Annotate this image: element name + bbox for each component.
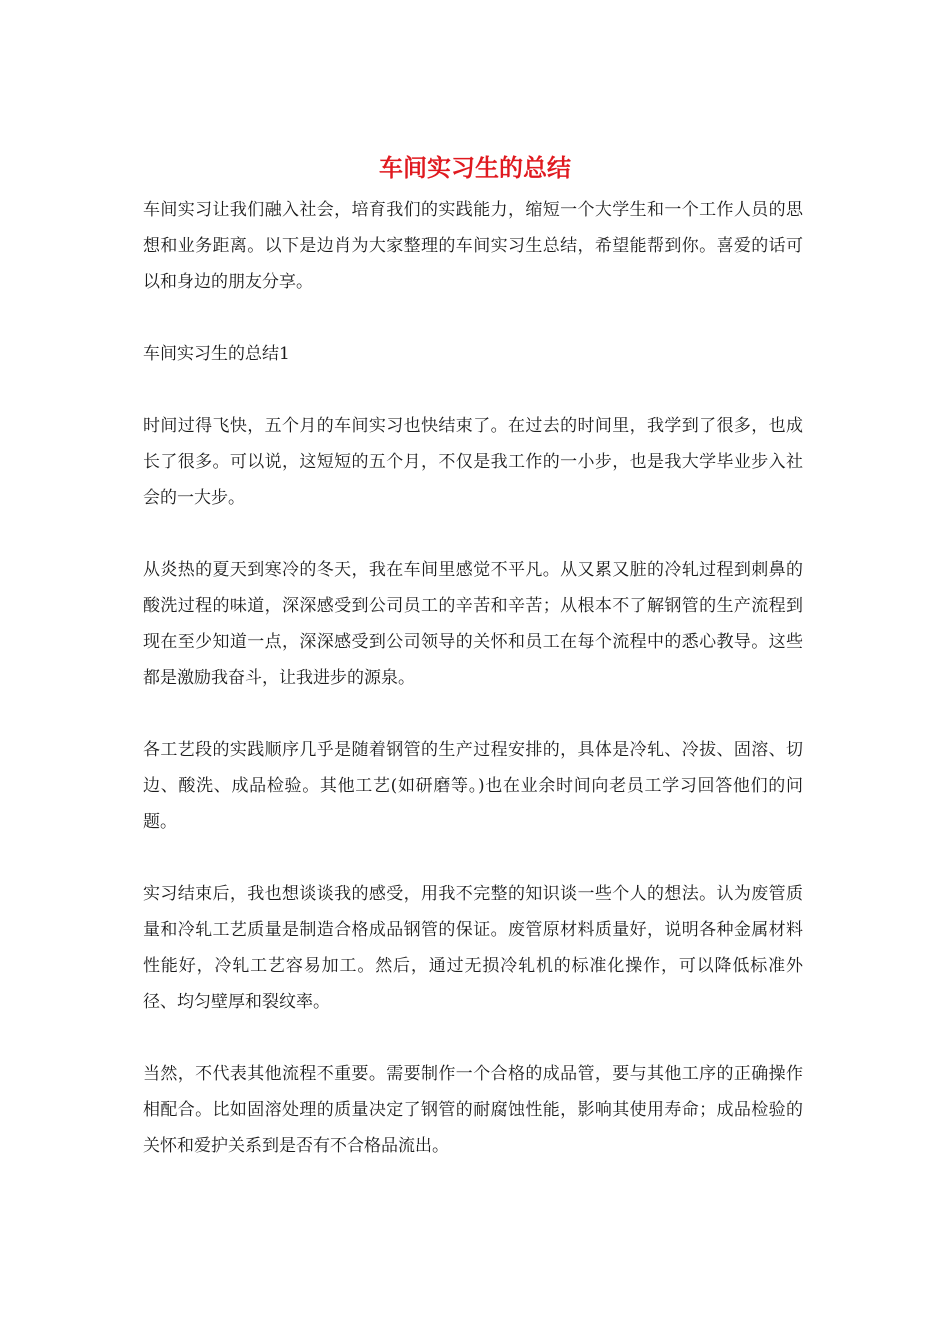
paragraph-3: 各工艺段的实践顺序几乎是随着钢管的生产过程安排的，具体是冷轧、冷拔、固溶、切边、酸洗、成品检验。其他工艺(如研磨等。)也在业余时间向老员工学习回答他们的问题。 (143, 740, 803, 832)
section-heading: 车间实习生的总结1 (143, 344, 290, 364)
document-title: 车间实习生的总结 (379, 153, 571, 182)
paragraph-2: 从炎热的夏天到寒冷的冬天，我在车间里感觉不平凡。从又累又脏的冷轧过程到刺鼻的酸洗过程的味道，深深感受到公司员工的辛苦和辛苦；从根本不了解钢管的生产流程到现在至少知道一点，深深感受到公司领导的关怀和员工在每个流程中的悉心教导。这些都是激励我奋斗，让我进步的源泉。 (143, 560, 803, 688)
intro-paragraph: 车间实习让我们融入社会，培育我们的实践能力，缩短一个大学生和一个工作人员的思想和业务距离。以下是边肖为大家整理的车间实习生总结，希望能帮到你。喜爱的话可以和身边的朋友分享。 (143, 200, 803, 292)
paragraph-1: 时间过得飞快，五个月的车间实习也快结束了。在过去的时间里，我学到了很多，也成长了很多。可以说，这短短的五个月，不仅是我工作的一小步，也是我大学毕业步入社会的一大步。 (143, 416, 803, 508)
document-body (143, 192, 803, 1164)
paragraph-4: 实习结束后，我也想谈谈我的感受，用我不完整的知识谈一些个人的想法。认为废管质量和冷轧工艺质量是制造合格成品钢管的保证。废管原材料质量好，说明各种金属材料性能好，冷轧工艺容易加工。然后，通过无损冷轧机的标准化操作，可以降低标准外径、均匀壁厚和裂纹率。 (143, 884, 803, 1012)
paragraph-5: 当然，不代表其他流程不重要。需要制作一个合格的成品管，要与其他工序的正确操作相配合。比如固溶处理的质量决定了钢管的耐腐蚀性能，影响其使用寿命；成品检验的关怀和爱护关系到是否有不合格品流出。 (143, 1064, 803, 1156)
